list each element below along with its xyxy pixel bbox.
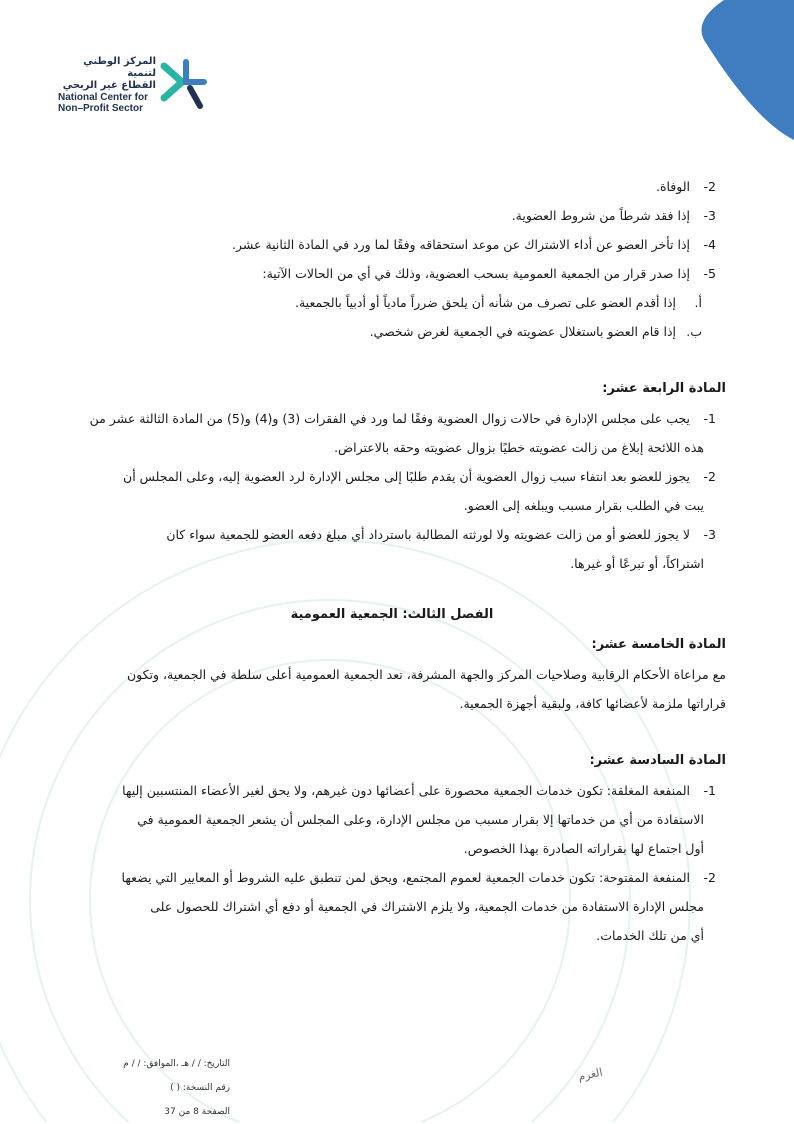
list-item-continuation: الاستفادة من أي من خدماتها إلا بقرار مسبب من مجلس الإدارة، وعلى المجلس أن يشعر الجمعية العمومية في [137,812,704,827]
list-item-continuation: اشتراكاً، أو تبرعًا أو غيرها. [570,556,704,571]
document-body [58,172,726,950]
logo-en-line1: National Center for [58,92,149,103]
corner-decoration [694,0,794,140]
article-15-title: المادة الخامسة عشر: [591,637,726,652]
logo-ar-line1: المركز الوطني لتنمية [83,56,156,79]
footer-date: التاريخ: / / هـ ،الموافق: / / م [123,1059,230,1069]
signature-stamp: الغرم [576,1065,604,1084]
list-item-continuation: يبت في الطلب بقرار مسبب ويبلغه إلى العضو. [463,498,704,513]
list-item: 3- لا يجوز للعضو أو من زالت عضويته ولا لورثته المطالبة باسترداد أي مبلغ دفعه العضو للجمعية سواء كان [166,527,716,542]
list-item: 2- الوفاة. [655,179,716,194]
chapter-title: الفصل الثالث: الجمعية العمومية [290,607,494,622]
page-footer [70,1052,230,1124]
list-item: 5- إذا صدر قرار من الجمعية العمومية بسحب العضوية، وذلك في أي من الحالات الآتية: [262,266,716,281]
list-item: 4- إذا تأخر العضو عن أداء الاشتراك عن موعد استحقاقه وفقًا لما ورد في المادة الثانية عشر. [232,237,716,252]
paragraph-line: مع مراعاة الأحكام الرقابية وصلاحيات المركز والجهة المشرفة، تعد الجمعية العمومية أعلى سلطة في الجمعية، وتكون [126,667,726,682]
footer-page-number: الصفحة 8 من 37 [164,1107,230,1117]
list-item: 2- يجوز للعضو بعد انتفاء سبب زوال العضوية أن يقدم طلبًا إلى مجلس الإدارة لرد العضوية إليه، وعلى المجلس أن [123,469,716,484]
list-item-continuation: مجلس الإدارة الاستفادة من خدمات الجمعية، ولا يلزم الاشتراك في الجمعية أو دفع أي اشتراك للحصول على [150,899,704,914]
list-item: 1- المنفعة المغلقة: تكون خدمات الجمعية محصورة على أعضائها دون غيرهم، ولا يحق لغير الأعضاء المنتسبين إليها [122,783,716,798]
list-item-continuation: هذه اللائحة إبلاغ من زالت عضويته خطيًا بزوال عضويته وحقه بالاعتراض. [334,440,704,455]
footer-copy-number: رقم النسخة: ( ) [170,1083,230,1093]
sub-list-item: أ. إذا أقدم العضو على تصرف من شأنه أن يلحق ضرراً مادياً أو أدبياً بالجمعية. [295,295,702,310]
article-16-title: المادة السادسة عشر: [589,753,726,768]
sub-list-item: ب. إذا قام العضو باستغلال عضويته في الجمعية لغرض شخصي. [369,324,702,339]
logo-ar-line2: القطاع غير الربحي [62,80,156,91]
logo-text [58,56,156,114]
list-item: 1- يجب على مجلس الإدارة في حالات زوال العضوية وفقًا لما ورد في الفقرات (3) و(4) و(5) من المادة الثالثة عشر من [89,411,716,426]
article-14-title: المادة الرابعة عشر: [602,381,726,396]
list-item: 2- المنفعة المفتوحة: تكون خدمات الجمعية لعموم المجتمع، ويحق لمن تنطبق عليه الشروط أو المعايير التي يضعها [121,870,716,885]
list-item-continuation: أي من تلك الخدمات. [596,928,704,943]
ncnp-logo [58,48,213,118]
list-item: 3- إذا فقد شرطاً من شروط العضوية. [511,208,716,223]
list-item-continuation: أول اجتماع لها بقراراته الصادرة بهذا الخصوص. [463,841,704,856]
paragraph-line: قراراتها ملزمة لأعضائها كافة، ولبقية أجهزة الجمعية. [459,696,726,711]
logo-en-line2: Non–Profit Sector [58,103,144,114]
logo-mark-icon [160,52,208,114]
